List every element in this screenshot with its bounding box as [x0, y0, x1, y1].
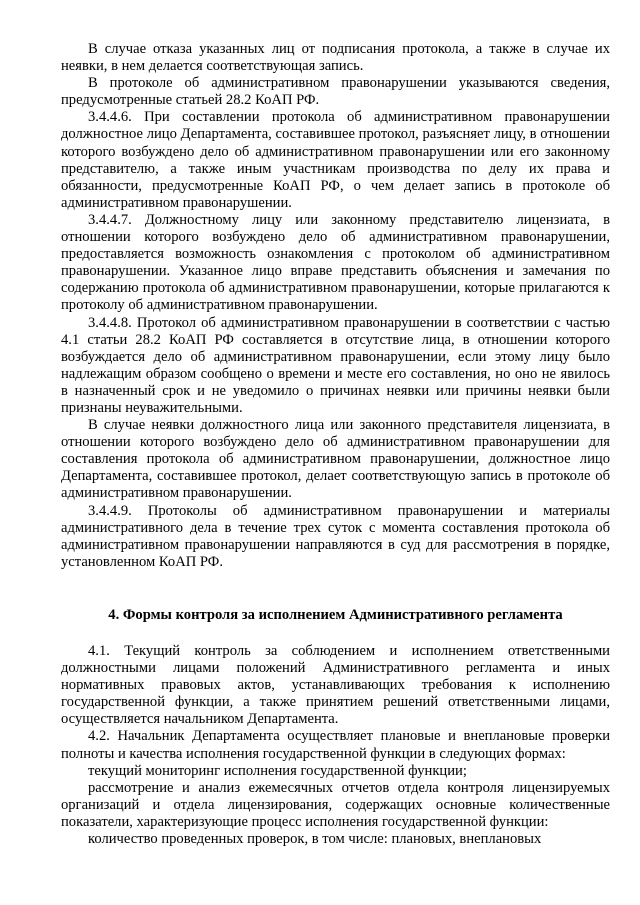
section-heading: 4. Формы контроля за исполнением Административного регламента: [108, 606, 563, 623]
paragraph: В протоколе об административном правонарушении указываются сведения, предусмотренные статьей 28.2 КоАП РФ.: [61, 75, 610, 109]
paragraph: 4.1. Текущий контроль за соблюдением и исполнением ответственными должностными лицами положений Административного регламента и иных нормативных правовых актов, устанавливающих требования к исполнению государственной функции, а также принятием решений ответственными лицами, осуществляется начальником Департамента.: [61, 643, 610, 728]
paragraph: 3.4.4.7. Должностному лицу или законному представителю лицензиата, в отношении которого возбуждено дело об административном правонарушении, предоставляется возможность ознакомления с протоколом об административном правонарушении. Указанное лицо вправе представить объяснения и замечания по содержанию протокола об административном правонарушении, которые прилагаются к протоколу об административном правонарушении.: [61, 211, 610, 314]
spacer: [61, 571, 610, 607]
paragraph: 3.4.4.9. Протоколы об административном правонарушении и материалы административного дела в течение трех суток с момента составления протокола об административном правонарушении направляются в суд для рассмотрения в порядке, установленном КоАП РФ.: [61, 502, 610, 570]
paragraph: рассмотрение и анализ ежемесячных отчетов отдела контроля лицензируемых организаций и отдела лицензирования, содержащих основные количественные показатели, характеризующие процесс исполнения государственной функции:: [61, 779, 610, 830]
paragraph: 3.4.4.6. При составлении протокола об административном правонарушении должностное лицо Департамента, составившее протокол, разъясняет лицу, в отношении которого возбуждено дело об административном правонарушении или его законному представителю, а также иным участникам производства по делу их права и обязанности, предусмотренные КоАП РФ, о чем делает запись в протоколе об административном правонарушении.: [61, 109, 610, 211]
paragraph: количество проведенных проверок, в том числе: плановых, внеплановых: [88, 831, 542, 848]
paragraph: текущий мониторинг исполнения государственной функции;: [88, 762, 467, 779]
paragraph: В случае отказа указанных лиц от подписания протокола, а также в случае их неявки, в нем делается соответствующая запись.: [61, 41, 610, 75]
paragraph: В случае неявки должностного лица или законного представителя лицензиата, в отношении которого возбуждено дело об административном правонарушении для составления протокола об административном правонарушении, должностное лицо Департамента, составившее протокол, делает соответствующую запись в протоколе об административном правонарушении.: [61, 417, 610, 502]
spacer: [61, 624, 610, 643]
paragraph: 4.2. Начальник Департамента осуществляет плановые и внеплановые проверки полноты и качества исполнения государственной функции в следующих формах:: [61, 728, 610, 762]
paragraph: 3.4.4.8. Протокол об административном правонарушении в соответствии с частью 4.1 статьи 28.2 КоАП РФ составляется в отсутствие лица, в отношении которого возбуждается дело об административном правонарушении, если этому лицу было надлежащим образом сообщено о времени и месте его составления, но оно не явилось в назначенный срок и не уведомило о причинах неявки или причины неявки были признаны неуважительными.: [61, 314, 610, 416]
